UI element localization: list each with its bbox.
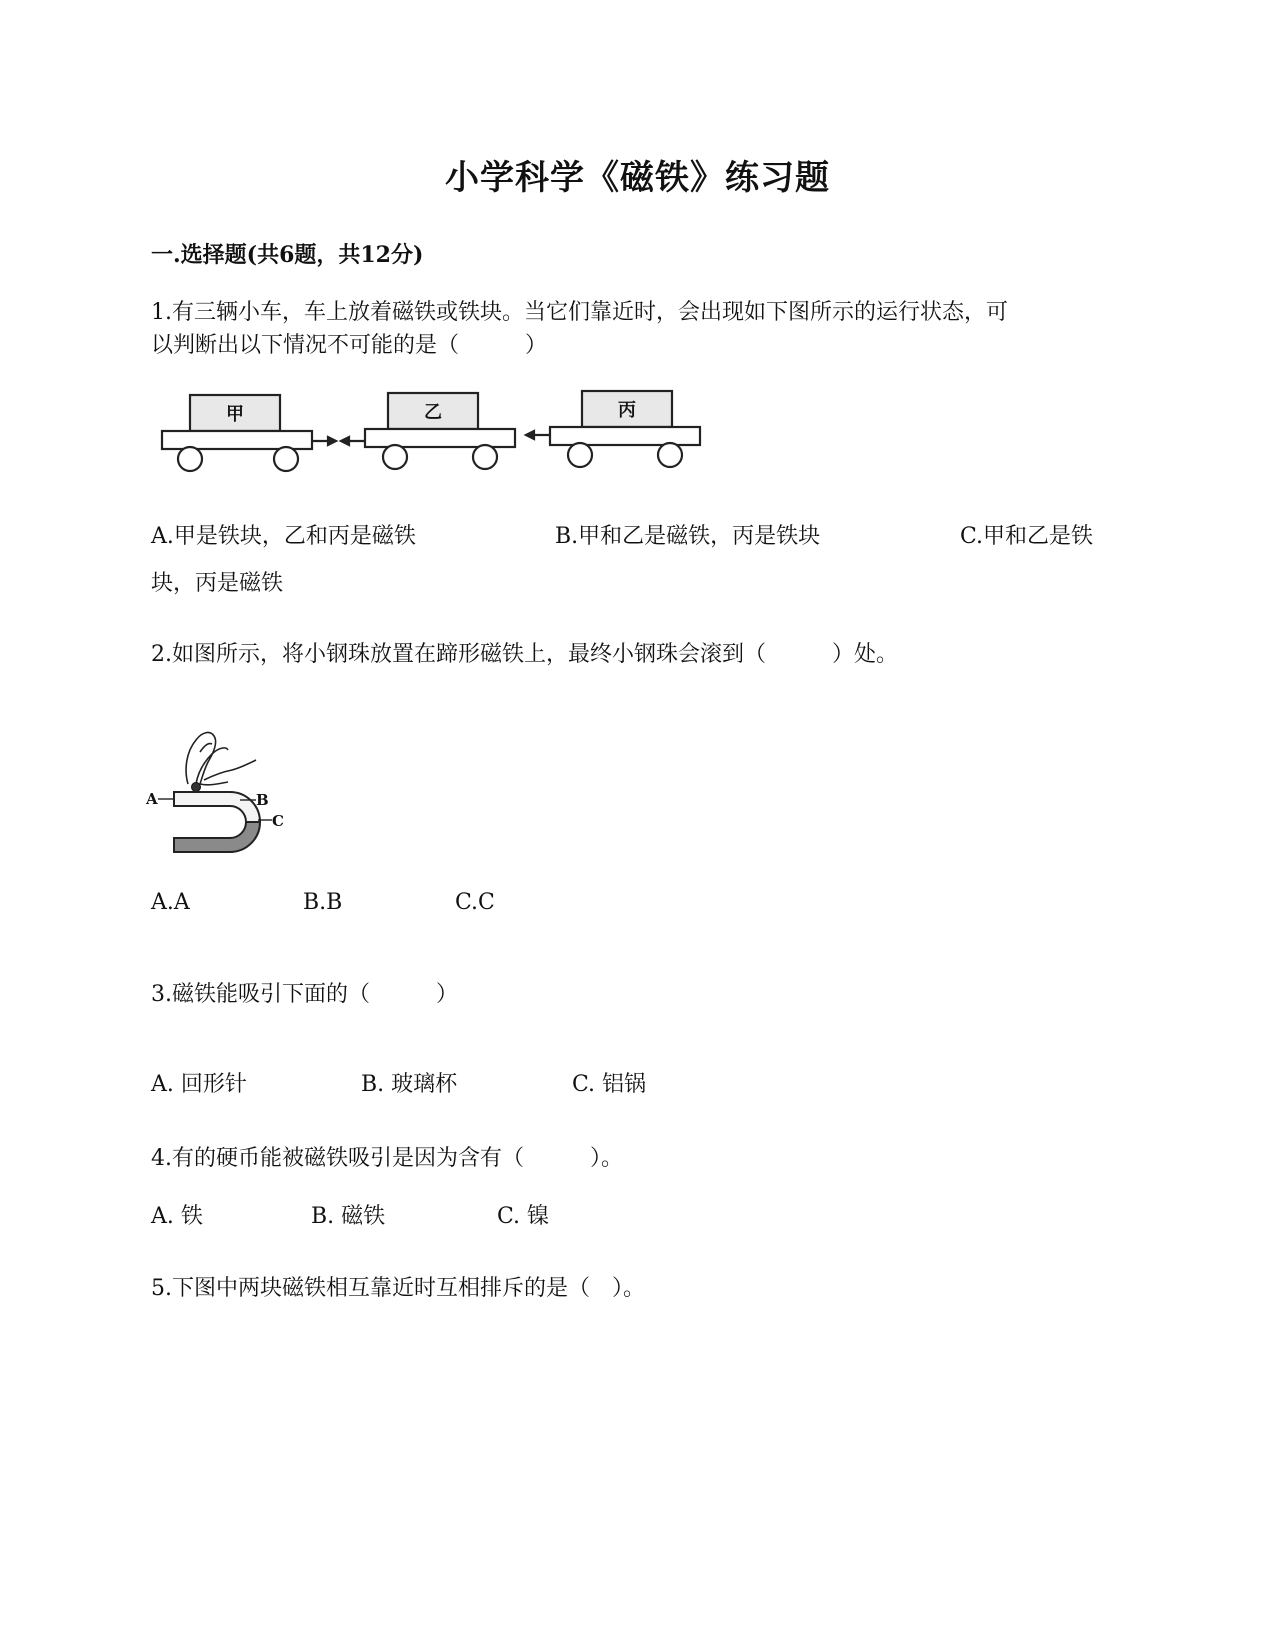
question-1-stem-line-1: 1.有三辆小车，车上放着磁铁或铁块。当它们靠近时，会出现如下图所示的运行状态，可 — [151, 300, 1008, 325]
question-4-option-b[interactable]: B. 磁铁 — [311, 1204, 386, 1229]
question-3-option-b[interactable]: B. 玻璃杯 — [361, 1072, 458, 1097]
question-2-option-b[interactable]: B.B — [303, 890, 343, 915]
question-4-stem: 4.有的硬币能被磁铁吸引是因为含有（ ）。 — [151, 1146, 623, 1171]
page-title: 小学科学《磁铁》练习题 — [445, 158, 830, 198]
magnet-dark-half — [174, 822, 260, 852]
car-2-wheel-left — [383, 445, 407, 469]
question-1-option-a[interactable]: A.甲是铁块，乙和丙是磁铁 — [151, 524, 416, 549]
question-3-stem: 3.磁铁能吸引下面的（ ） — [151, 982, 458, 1007]
magnet-light-half — [174, 792, 260, 822]
magnet-label-b: B — [256, 791, 269, 809]
question-2-stem: 2.如图所示，将小钢珠放置在蹄形磁铁上，最终小钢珠会滚到（ ）处。 — [151, 642, 898, 667]
question-2-option-a[interactable]: A.A — [151, 890, 190, 915]
question-1-stem-line-2: 以判断出以下情况不可能的是（ ） — [151, 333, 548, 358]
question-5-stem: 5.下图中两块磁铁相互靠近时互相排斥的是（ ）。 — [151, 1276, 645, 1301]
car-1-label: 甲 — [226, 404, 244, 425]
car-1-wheel-right — [274, 447, 298, 471]
car-3-label: 丙 — [618, 400, 636, 421]
question-1-option-b[interactable]: B.甲和乙是磁铁，丙是铁块 — [555, 524, 821, 549]
question-2-option-c[interactable]: C.C — [455, 890, 495, 915]
car-2-body — [365, 429, 515, 447]
horseshoe-magnet-figure — [148, 722, 288, 857]
car-2-label: 乙 — [424, 402, 442, 423]
car-1-body — [162, 431, 312, 449]
magnet-label-c: C — [272, 812, 284, 830]
question-1-stem — [151, 296, 1126, 362]
question-4-option-c[interactable]: C. 镍 — [497, 1204, 550, 1229]
question-1-option-c-continued: 块，丙是磁铁 — [151, 571, 284, 596]
steel-ball — [192, 783, 201, 792]
question-3-option-c[interactable]: C. 铝锅 — [572, 1072, 647, 1097]
question-4-option-a[interactable]: A. 铁 — [151, 1204, 203, 1229]
question-3-option-a[interactable]: A. 回形针 — [151, 1072, 247, 1097]
car-1-wheel-left — [178, 447, 202, 471]
section-heading: 一.选择题(共6题，共12分) — [151, 242, 424, 268]
car-3-wheel-left — [568, 443, 592, 467]
car-3-body — [550, 427, 700, 445]
magnet-label-a: A — [146, 790, 158, 808]
car-3-wheel-right — [658, 443, 682, 467]
question-1-option-c[interactable]: C.甲和乙是铁 — [960, 524, 1094, 549]
car-2-wheel-right — [473, 445, 497, 469]
cars-figure — [150, 385, 710, 480]
